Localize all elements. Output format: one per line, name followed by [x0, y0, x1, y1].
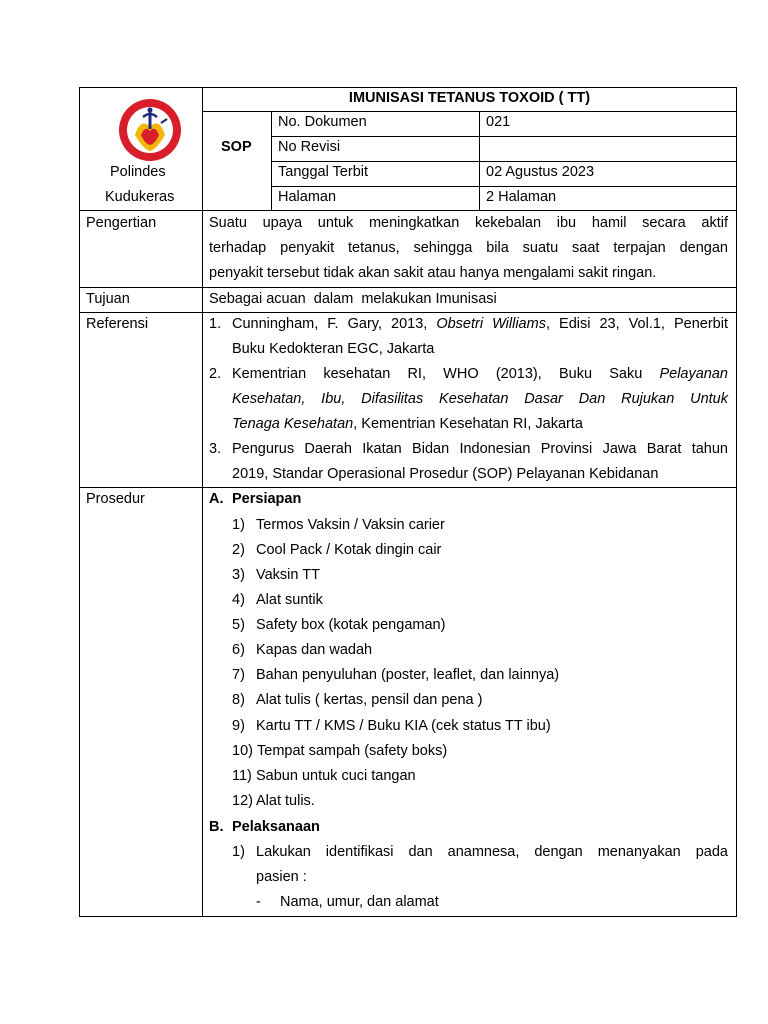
field-label-halaman: Halaman: [278, 189, 337, 205]
sub-bullet: -: [256, 894, 261, 910]
header-title-divider: [202, 111, 737, 112]
field-value-no-dokumen: 021: [486, 114, 511, 130]
referensi-number: 3.: [209, 441, 222, 457]
list-item: pasien :: [256, 869, 307, 885]
field-row-divider: [271, 136, 737, 137]
list-item: Kartu TT / KMS / Buku KIA (cek status TT ibu): [256, 718, 551, 734]
list-item: Vaksin TT: [256, 567, 320, 583]
field-value-tanggal-terbit: 02 Agustus 2023: [486, 164, 595, 180]
referensi-item: 2019, Standar Operasional Prosedur (SOP) Pelayanan Kebidanan: [232, 466, 659, 482]
list-item-number: 5): [232, 617, 245, 633]
list-item-number: 8): [232, 692, 245, 708]
field-row-divider: [271, 186, 737, 187]
list-item-number: 6): [232, 642, 245, 658]
list-item: Kapas dan wadah: [256, 642, 373, 658]
ibi-logo: [117, 97, 183, 163]
table-border-bottom: [79, 916, 737, 917]
field-label-no-dokumen: No. Dokumen: [278, 114, 367, 130]
pengertian-line: penyakit tersebut tidak akan sakit atau hanya mengalami sakit ringan.: [209, 265, 657, 281]
referensi-item: Pengurus Daerah Ikatan Bidan Indonesian Provinsi Jawa Barat tahun: [232, 441, 728, 457]
referensi-number: 2.: [209, 366, 222, 382]
list-item-number: 2): [232, 542, 245, 558]
row-divider-prosedur: [79, 487, 737, 488]
referensi-item: Kementrian kesehatan RI, WHO (2013), Buku Saku Pelayanan: [232, 366, 728, 382]
list-item: Alat suntik: [256, 592, 323, 608]
list-item-number: 1): [232, 517, 245, 533]
list-item: Termos Vaksin / Vaksin carier: [256, 517, 445, 533]
list-item: Alat tulis.: [256, 793, 315, 809]
list-item-number: 12): [232, 793, 253, 809]
list-item-number: 7): [232, 667, 245, 683]
field-label-tanggal-terbit: Tanggal Terbit: [278, 164, 369, 180]
list-item-number: 9): [232, 718, 245, 734]
referensi-number: 1.: [209, 316, 222, 332]
section-title-pelaksanaan: Pelaksanaan: [232, 819, 320, 835]
column-divider: [202, 87, 203, 917]
prosedur-label: Prosedur: [86, 491, 145, 507]
pengertian-line: Suatu upaya untuk meningkatkan kekebalan ibu hamil secara aktif: [209, 215, 728, 231]
pengertian-label: Pengertian: [86, 215, 157, 231]
document-title: IMUNISASI TETANUS TOXOID ( TT): [348, 90, 591, 106]
list-item: Bahan penyuluhan (poster, leaflet, dan lainnya): [256, 667, 560, 683]
table-border-top: [79, 87, 737, 88]
sop-label: SOP: [221, 139, 252, 155]
field-label-no-revisi: No Revisi: [278, 139, 341, 155]
sub-item: Nama, umur, dan alamat: [280, 894, 439, 910]
table-border-left: [79, 87, 80, 917]
list-item: Safety box (kotak pengaman): [256, 617, 446, 633]
referensi-label: Referensi: [86, 316, 149, 332]
row-divider-pengertian: [79, 210, 737, 211]
section-letter: A.: [209, 491, 224, 507]
list-item: Tempat sampah (safety boks): [257, 743, 448, 759]
referensi-item: Cunningham, F. Gary, 2013, Obsetri Williams, Edisi 23, Vol.1, Penerbit: [232, 316, 728, 332]
referensi-item: Kesehatan, Ibu, Difasilitas Kesehatan Dasar Dan Rujukan Untuk: [232, 391, 728, 407]
list-item: Alat tulis ( kertas, pensil dan pena ): [256, 692, 483, 708]
list-item-number: 4): [232, 592, 245, 608]
list-item: Lakukan identifikasi dan anamnesa, dengan menanyakan pada: [256, 844, 728, 860]
tujuan-text: Sebagai acuan dalam melakukan Imunisasi: [209, 291, 497, 307]
referensi-item: Buku Kedokteran EGC, Jakarta: [232, 341, 435, 357]
section-title-persiapan: Persiapan: [232, 491, 302, 507]
list-item: Sabun untuk cuci tangan: [256, 768, 416, 784]
row-divider-referensi: [79, 312, 737, 313]
list-item-number: 11): [232, 768, 252, 784]
org-name-line1: Polindes: [110, 164, 166, 180]
field-row-divider: [271, 161, 737, 162]
field-value-halaman: 2 Halaman: [486, 189, 557, 205]
section-letter: B.: [209, 819, 224, 835]
list-item-number: 1): [232, 844, 245, 860]
row-divider-tujuan: [79, 287, 737, 288]
org-name-line2: Kudukeras: [105, 189, 175, 205]
list-item: Cool Pack / Kotak dingin cair: [256, 542, 442, 558]
referensi-item: Tenaga Kesehatan, Kementrian Kesehatan RI, Jakarta: [232, 416, 583, 432]
table-border-right: [736, 87, 737, 917]
list-item-number: 3): [232, 567, 245, 583]
pengertian-line: terhadap penyakit tetanus, sehingga bila suatu saat terpajan dengan: [209, 240, 728, 256]
tujuan-label: Tujuan: [86, 291, 130, 307]
list-item-number: 10): [232, 743, 253, 759]
